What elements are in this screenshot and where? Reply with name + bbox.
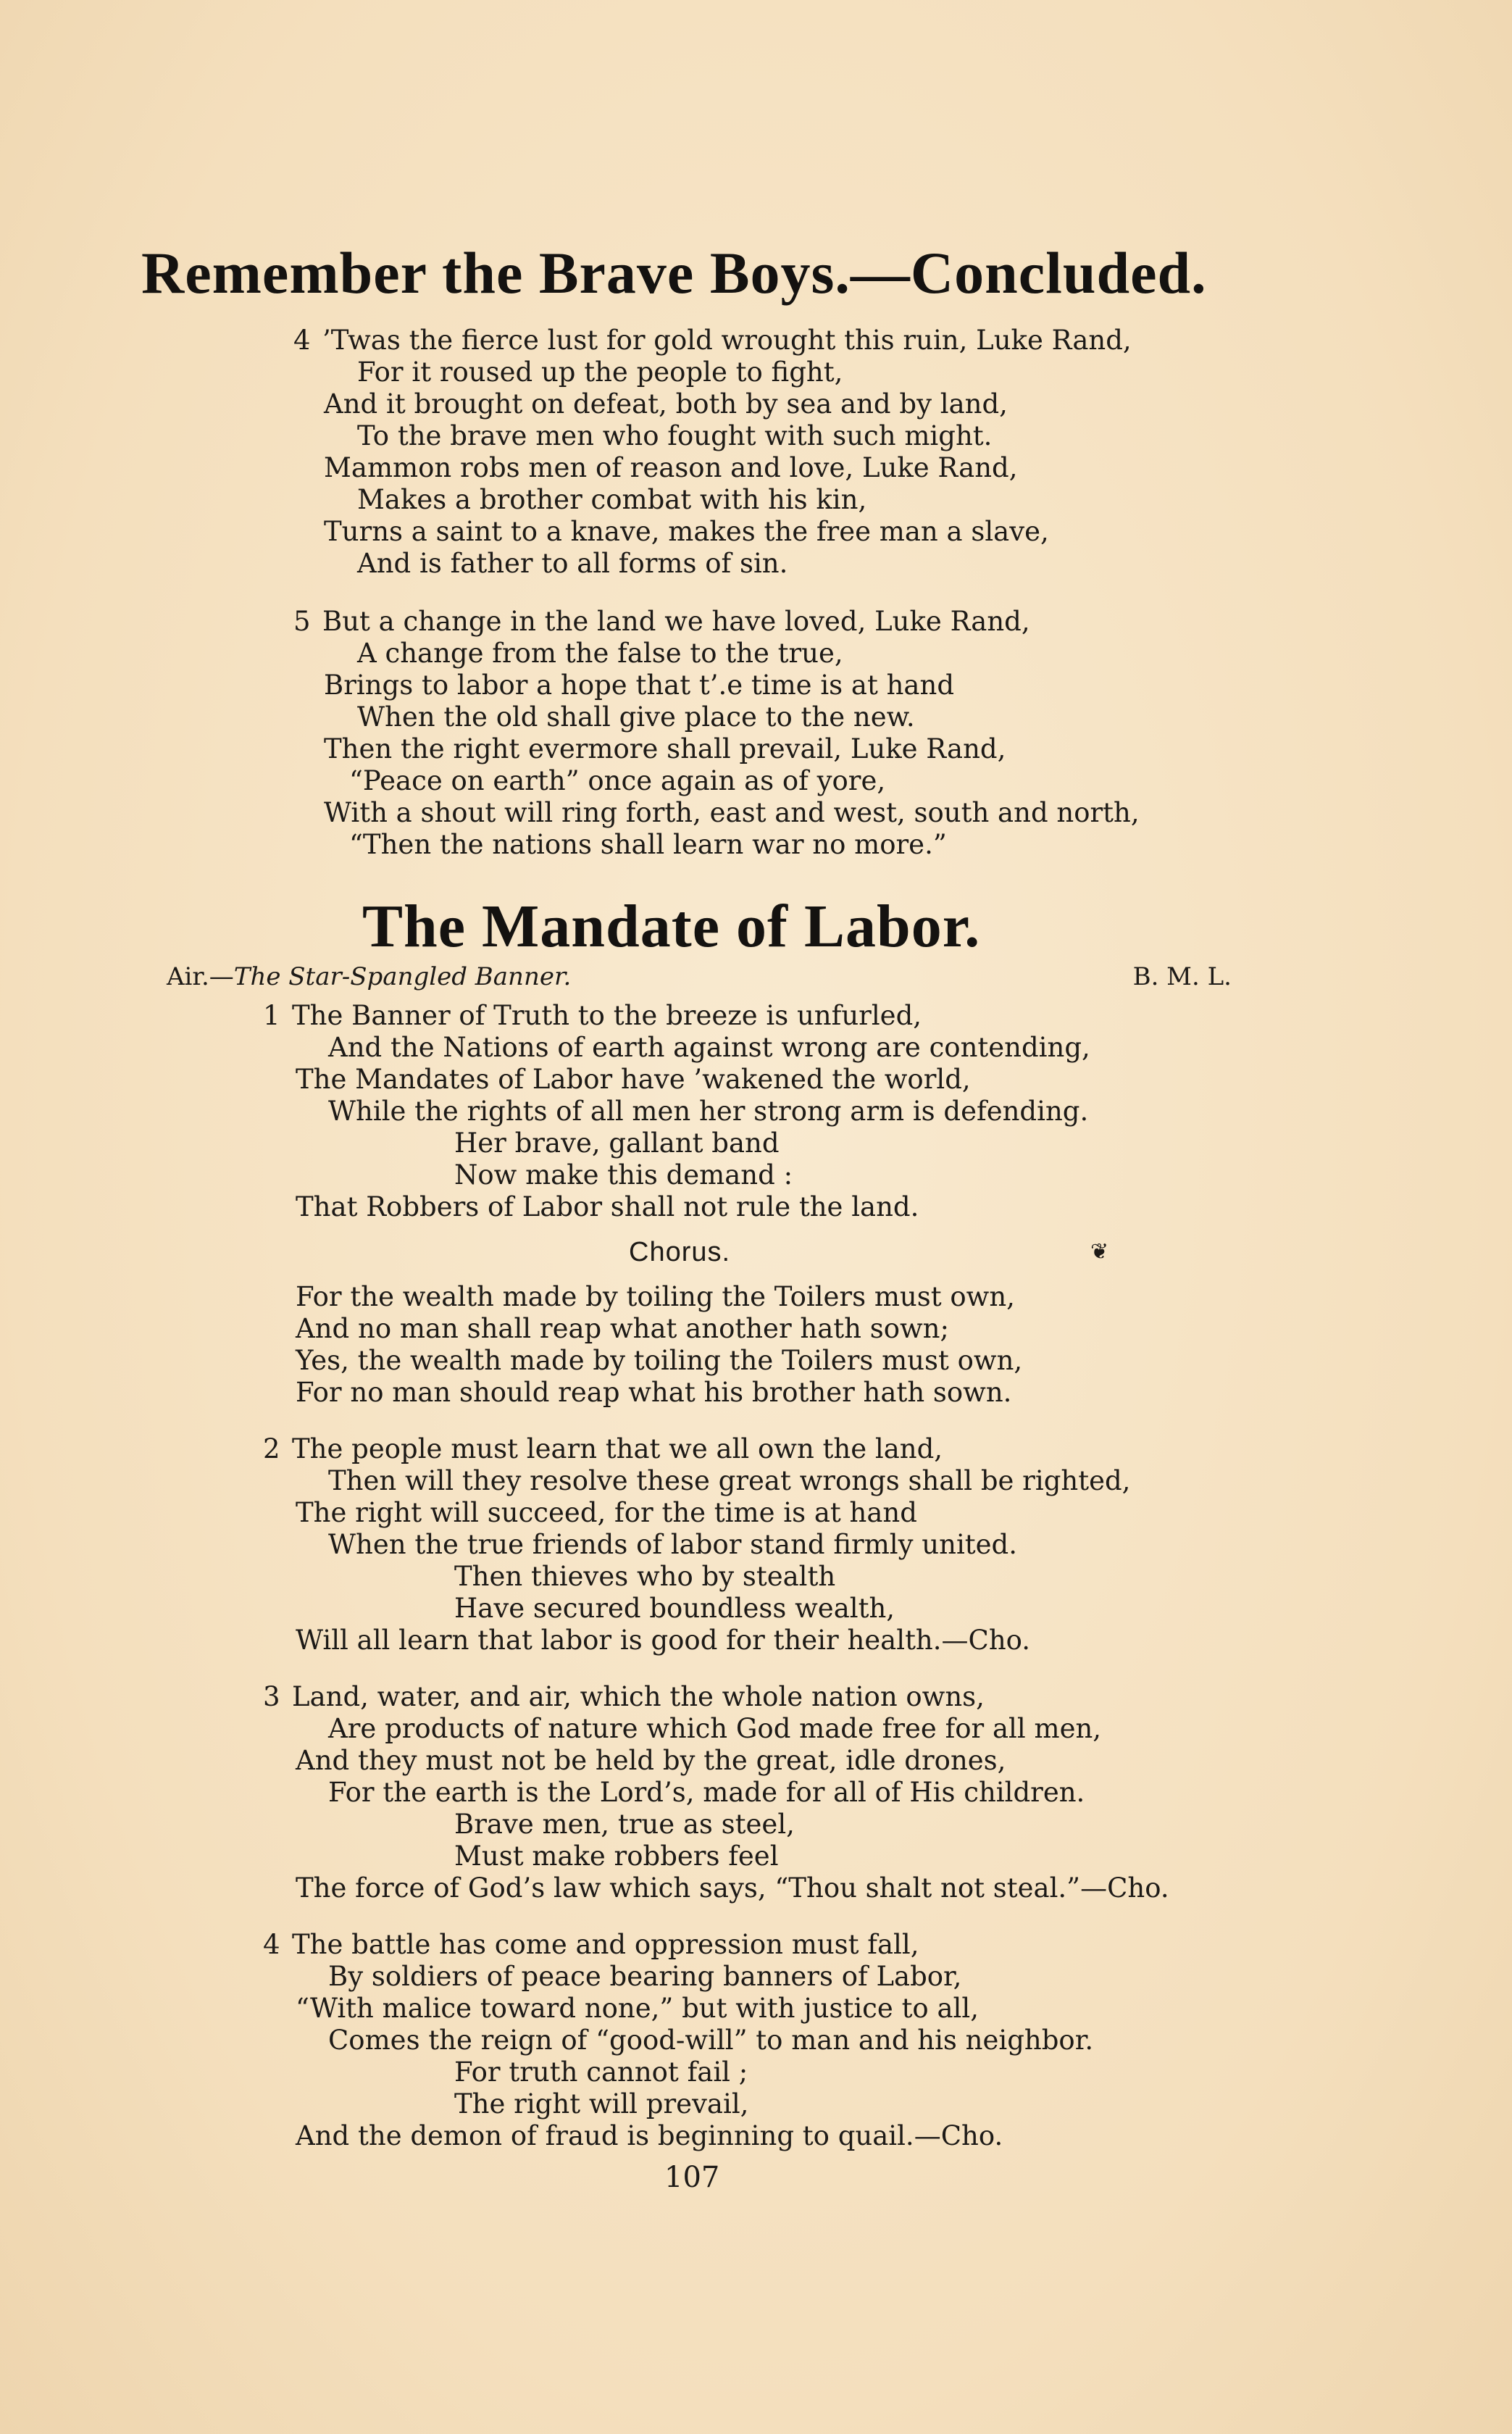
- verse-line: Comes the reign of “good-will” to man and his neighbor.: [328, 2025, 1094, 2056]
- verse-line: That Robbers of Labor shall not rule the land.: [296, 1191, 919, 1222]
- verse-line: Have secured boundless wealth,: [454, 1593, 895, 1624]
- verse-line: Then thieves who by stealth: [454, 1561, 836, 1592]
- verse-line: 1 The Banner of Truth to the breeze is unfurled,: [263, 1000, 922, 1031]
- verse-number: 3: [263, 1681, 280, 1712]
- verse-line: Makes a brother combat with his kin,: [357, 484, 867, 515]
- verse-line: 5 But a change in the land we have loved, Luke Rand,: [293, 606, 1030, 637]
- verse-line: And it brought on defeat, both by sea and by land,: [324, 388, 1008, 420]
- verse-line: And they must not be held by the great, idle drones,: [296, 1745, 1006, 1776]
- chorus-line: And no man shall reap what another hath sown;: [296, 1313, 949, 1344]
- verse-line: A change from the false to the true,: [357, 638, 843, 669]
- verse-line: 2 The people must learn that we all own the land,: [263, 1433, 943, 1464]
- verse-line: Brings to labor a hope that t’.e time is at hand: [324, 670, 955, 701]
- song-title-mandate-of-labor: The Mandate of Labor.: [362, 893, 981, 960]
- verse-line: For the earth is the Lord’s, made for all of His children.: [328, 1777, 1085, 1808]
- verse-line: And is father to all forms of sin.: [357, 548, 788, 579]
- verse-line: Now make this demand :: [454, 1159, 793, 1191]
- air-line: [167, 962, 1232, 991]
- verse-line: The force of God’s law which says, “Thou shalt not steal.”—Cho.: [296, 1872, 1169, 1904]
- verse-line: For it roused up the people to fight,: [357, 357, 843, 388]
- verse-line: Mammon robs men of reason and love, Luke Rand,: [324, 452, 1018, 483]
- verse-number: 2: [263, 1433, 280, 1464]
- verse-line: 3 Land, water, and air, which the whole nation owns,: [263, 1681, 985, 1712]
- verse-number: 1: [263, 1000, 280, 1031]
- verse-line: Turns a saint to a knave, makes the free man a slave,: [324, 516, 1049, 547]
- song-title-remember-the-brave-boys: Remember the Brave Boys.—Concluded.: [141, 240, 1207, 306]
- verse-line: 4 ’Twas the fierce lust for gold wrought this ruin, Luke Rand,: [293, 325, 1132, 356]
- verse-line: For truth cannot fail ;: [454, 2056, 748, 2088]
- verse-line: When the true friends of labor stand firmly united.: [328, 1529, 1017, 1560]
- verse-line: “With malice toward none,” but with justice to all,: [296, 1993, 979, 2024]
- verse-line: “Then the nations shall learn war no more.”: [349, 829, 947, 860]
- verse-line: Then will they resolve these great wrongs shall be righted,: [328, 1465, 1131, 1496]
- chorus-line: For the wealth made by toiling the Toilers must own,: [296, 1281, 1015, 1312]
- verse-line: Must make robbers feel: [454, 1841, 779, 1872]
- verse-line: Will all learn that labor is good for their health.—Cho.: [296, 1625, 1031, 1656]
- air-label: Air.—: [167, 962, 234, 991]
- verse-line: Brave men, true as steel,: [454, 1809, 795, 1840]
- chorus-line: Yes, the wealth made by toiling the Toilers must own,: [296, 1345, 1023, 1376]
- verse-number: 4: [293, 325, 311, 356]
- verse-line: To the brave men who fought with such might.: [357, 420, 993, 451]
- verse-line: By soldiers of peace bearing banners of Labor,: [328, 1961, 962, 1992]
- chorus-heading: Chorus.: [629, 1237, 731, 1267]
- verse-line: “Peace on earth” once again as of yore,: [349, 765, 886, 796]
- verse-line: 4 The battle has come and oppression must fall,: [263, 1929, 919, 1960]
- verse-line: Are products of nature which God made free for all men,: [328, 1713, 1102, 1744]
- chorus-line: For no man should reap what his brother hath sown.: [296, 1377, 1012, 1408]
- fleuron-mark: ❦: [1090, 1239, 1109, 1264]
- verse-number: 5: [293, 606, 311, 637]
- verse-line: While the rights of all men her strong arm is defending.: [328, 1096, 1089, 1127]
- verse-number: 4: [263, 1929, 280, 1960]
- verse-line: The right will prevail,: [454, 2088, 749, 2120]
- verse-line: The right will succeed, for the time is at hand: [296, 1497, 917, 1528]
- verse-line: And the demon of fraud is beginning to quail.—Cho.: [296, 2120, 1003, 2151]
- author-initials: B. M. L.: [1132, 962, 1232, 991]
- verse-line: Her brave, gallant band: [454, 1128, 780, 1159]
- verse-line: The Mandates of Labor have ’wakened the world,: [296, 1064, 971, 1095]
- verse-line: When the old shall give place to the new.: [357, 701, 915, 733]
- page-number: 107: [664, 2161, 720, 2194]
- verse-line: Then the right evermore shall prevail, Luke Rand,: [324, 733, 1006, 764]
- verse-line: And the Nations of earth against wrong are contending,: [328, 1032, 1090, 1063]
- air-tune: The Star-Spangled Banner.: [233, 962, 572, 991]
- verse-line: With a shout will ring forth, east and west, south and north,: [324, 797, 1140, 828]
